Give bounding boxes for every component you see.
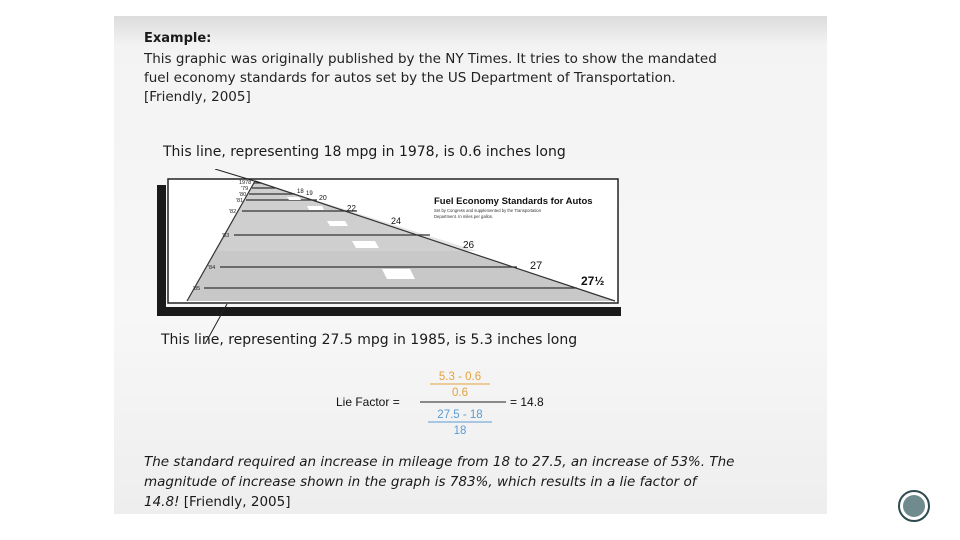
mpg-label: 22 — [347, 204, 356, 213]
slide-nav-button[interactable] — [898, 490, 930, 522]
mpg-label: 27 — [530, 260, 543, 272]
example-heading: Example: — [144, 31, 212, 46]
denominator-top: 27.5 - 18 — [437, 409, 483, 421]
mpg-label: 19 — [306, 191, 313, 197]
road-dash — [327, 221, 348, 226]
mpg-label: 26 — [463, 240, 475, 251]
slide-panel — [114, 16, 827, 514]
year-label: '82 — [229, 209, 237, 215]
mpg-label: 20 — [319, 195, 327, 202]
graphic-subtitle-line: Department. In miles per gallon. — [434, 214, 494, 219]
bottom-line-annotation: This line, representing 27.5 mpg in 1985, is 5.3 inches long — [161, 332, 578, 348]
intro-line: fuel economy standards for autos set by the US Department of Transportation. — [144, 70, 676, 86]
frame-shadow-left — [157, 185, 166, 315]
year-label: '79 — [241, 186, 249, 192]
year-label: '84 — [208, 265, 216, 271]
mpg-label: 18 — [297, 189, 304, 195]
conclusion-line: The standard required an increase in mileage from 18 to 27.5, an increase of 53%. The — [144, 454, 735, 470]
road-dash — [287, 197, 301, 200]
denominator-bottom: 18 — [453, 425, 467, 437]
formula-label: Lie Factor = — [336, 395, 400, 409]
year-label: 1978 — [239, 180, 252, 186]
year-label: '85 — [193, 286, 201, 292]
conclusion-line — [144, 492, 744, 512]
intro-line: This graphic was originally published by the NY Times. It tries to show the mandated — [144, 51, 717, 67]
road-dash — [307, 206, 324, 210]
year-label: '83 — [222, 233, 230, 239]
graphic-subtitle-line: Set by Congress and supplemented by the Transportation — [434, 208, 542, 213]
intro-line: [Friendly, 2005] — [144, 89, 251, 105]
fuel-economy-graphic — [157, 169, 627, 344]
intro-text — [144, 50, 744, 107]
year-label: '80 — [239, 192, 247, 198]
conclusion-text — [144, 452, 744, 512]
road-dash — [382, 269, 415, 279]
mpg-label: 24 — [391, 216, 402, 226]
formula-result: = 14.8 — [510, 395, 544, 409]
top-line-annotation: This line, representing 18 mpg in 1978, is 0.6 inches long — [163, 144, 566, 160]
conclusion-line: magnitude of increase shown in the graph is 783%, which results in a lie factor of — [144, 474, 697, 490]
lie-factor-value: 14.8! — [144, 494, 180, 510]
numerator-top: 5.3 - 0.6 — [438, 371, 482, 383]
year-label: '81 — [236, 198, 244, 204]
graphic-title: Fuel Economy Standards for Autos — [434, 196, 593, 207]
citation: [Friendly, 2005] — [179, 494, 291, 510]
frame-shadow-bottom — [157, 307, 621, 316]
road-dash — [352, 241, 379, 248]
numerator-bottom: 0.6 — [452, 387, 468, 399]
mpg-label: 27½ — [581, 274, 605, 288]
lie-factor-formula — [324, 366, 644, 438]
